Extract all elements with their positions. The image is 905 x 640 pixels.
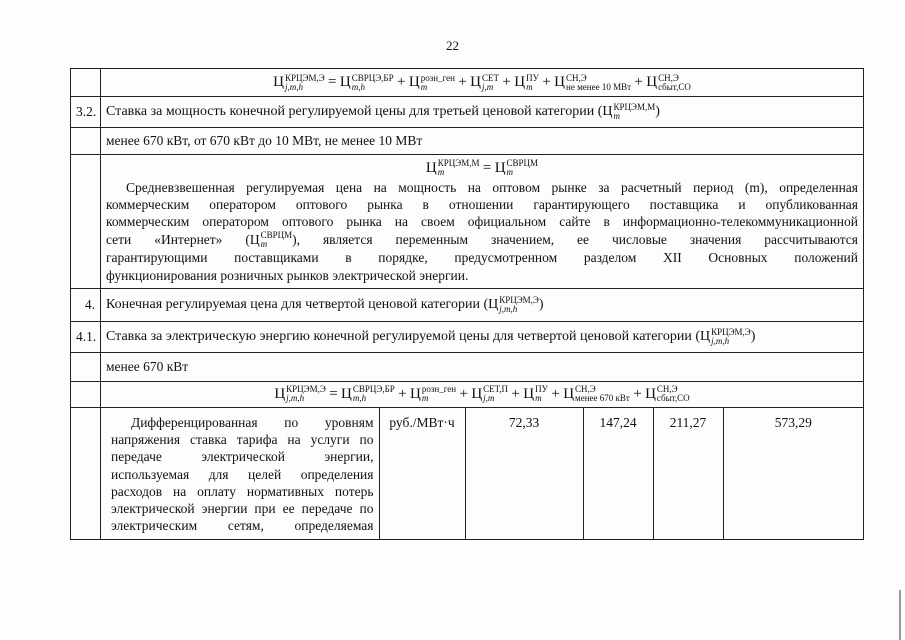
formula-1: Ц КРЦЭМ,Э j,m,h = Ц СВРЦЭ,БР m,h + Ц розн_ген m + Ц СЕТ j,m + Ц ПУ m + Ц СН,Э не менее 10 МВт + Ц СН,Э сбыт,СО: [101, 69, 864, 97]
tariff-row: [71, 407, 864, 539]
paragraph-line: сети «Интернет» (Ц СВРЦМ m ), является переменным значением, ее числовые значения рассчитываются: [106, 230, 859, 250]
tariff-unit: руб./МВт·ч: [379, 408, 465, 539]
formula-row-1: [71, 69, 864, 97]
row-4-1-heading: Ставка за электрическую энергию конечной регулируемой цены для четвертой ценовой категории (Ц КРЦЭМ,Э j,m,h ): [101, 322, 864, 353]
power-ranges-row: [71, 128, 864, 154]
row-4: [71, 289, 864, 322]
paragraph-line: функционирования розничных рынков электрической энергии.: [106, 267, 469, 283]
row-4-1: [71, 322, 864, 353]
page-number: 22: [446, 38, 459, 53]
tariff-table: [70, 68, 864, 540]
paragraph-line: Средневзвешенная регулируемая цена на мощность на оптовом рынке за расчетный период (m), определенная: [126, 179, 858, 195]
scan-edge-mark: [899, 590, 901, 640]
tariff-value: 72,33: [465, 408, 583, 539]
row-3-2: [71, 97, 864, 128]
power-ranges: менее 670 кВт, от 670 кВт до 10 МВт, не менее 10 МВт: [101, 128, 864, 154]
row-4-heading: Конечная регулируемая цена для четвертой ценовой категории (Ц КРЦЭМ,Э j,m,h ): [101, 289, 864, 322]
paragraph-cell: [101, 154, 864, 288]
row-number: 4.1.: [71, 322, 101, 353]
row-number: 3.2.: [71, 97, 101, 128]
tariff-values-table: [101, 408, 863, 539]
less-670-row: [71, 353, 864, 381]
formula-row-3: [71, 381, 864, 407]
row-3-2-heading: Ставка за мощность конечной регулируемой цены для третьей ценовой категории (Ц КРЦЭМ,М m ): [101, 97, 864, 128]
tariff-value: 573,29: [723, 408, 863, 539]
tariff-description: Дифференцированная по уровням напряжения ставка тарифа на услуги по передаче электрической энергии, используемая для целей определения расходов на оплату нормативных потерь электрической энергии при ее передаче по электрическим сетям, определяемая: [101, 408, 379, 539]
tariff-value: 147,24: [583, 408, 653, 539]
formula-3: Ц КРЦЭМ,Э j,m,h = Ц СВРЦЭ,БР m,h + Ц розн_ген m + Ц СЕТ,П j,m + Ц ПУ m + Ц СН,Э менее 670 кВт + Ц СН,Э сбыт,СО: [101, 381, 864, 407]
paragraph-row: [71, 154, 864, 288]
paragraph-line: гарантирующими поставщиками в порядке, предусмотренном разделом XII Основных положений: [106, 250, 858, 266]
less-670: менее 670 кВт: [101, 353, 864, 381]
paragraph-line: коммерческим оператором оптового рынка на своем официальном сайте в информационно-телекоммуникационной: [106, 214, 858, 230]
formula-2: Ц КРЦЭМ,М m = Ц СВРЦМ m: [425, 158, 539, 178]
paragraph-line: коммерческим оператором оптового рынка в отношении гарантирующего поставщика и опубликованная: [106, 197, 858, 213]
tariff-value: 211,27: [653, 408, 723, 539]
row-number: 4.: [71, 289, 101, 322]
